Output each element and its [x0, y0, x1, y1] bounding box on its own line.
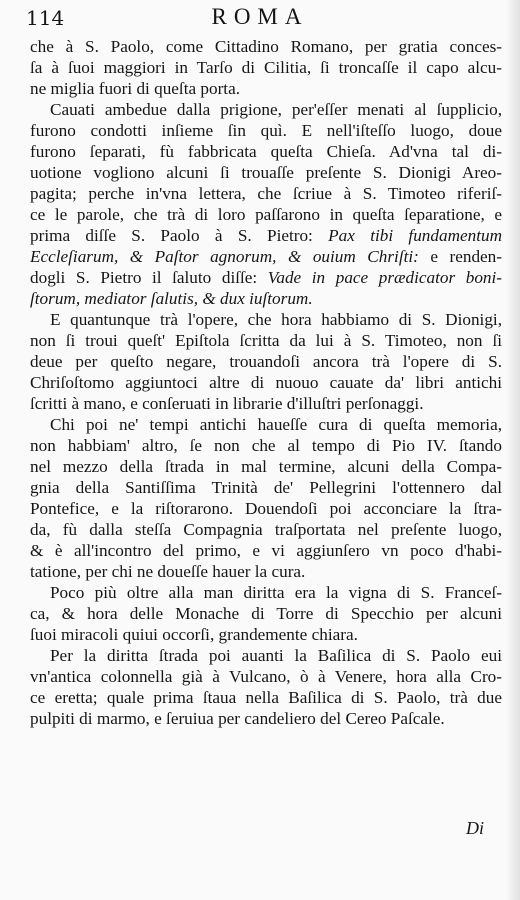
paragraph-start-line: Chi poi ne' tempi antichi haueſſe cura di queſta memoria,	[50, 415, 502, 434]
text-line: ce eretta; quale prima ſtaua nella Baſilica di S. Paolo, trà due	[30, 688, 502, 707]
text-segment: prima diſſe S. Paolo à S. Pietro:	[30, 226, 313, 245]
text-line: furono condotti inſieme ſin quì. E nell'iſteſſo luogo, doue	[30, 121, 502, 140]
text-line: pagita; perche in'vna lettera, che ſcriue à S. Timoteo riferiſ-	[30, 184, 502, 203]
text-line: gnia della Santiſſima Trinità de' Pellegrini l'ottennero dal	[30, 478, 502, 497]
text-line	[30, 225, 502, 246]
text-line	[30, 246, 502, 267]
latin-quotation: ſtorum, mediator ſalutis, & dux iuſtorum.	[30, 289, 313, 308]
text-line: tatione, per chi ne doueſſe hauer la cura.	[30, 562, 306, 581]
text-line	[30, 288, 502, 309]
text-line: ſuoi miracoli quiui occorſi, grandemente chiara.	[30, 625, 358, 644]
text-line: deue per queſto negare, trouandoſi ancora trà l'opere di S.	[30, 352, 502, 371]
page-header	[0, 0, 520, 36]
latin-quotation: Pax tibi fundamentum	[328, 226, 502, 245]
text-line: ſa à ſuoi maggiori in Tarſo di Cilitia, ſi troncaſſe il capo alcu-	[30, 58, 502, 77]
paragraph-start-line: Per la diritta ſtrada poi auanti la Baſilica di S. Paolo eui	[50, 646, 502, 665]
body-text	[30, 36, 502, 729]
text-line: Chriſoſtomo aggiuntoci altre di nuouo cauate da' libri antichi	[30, 373, 502, 392]
text-line: da, fù dalla steſſa Compagnia traſportata nel preſente luogo,	[30, 520, 502, 539]
paragraph-start-line: Poco più oltre alla man diritta era la vigna di S. Franceſ-	[50, 583, 502, 602]
text-line	[30, 267, 502, 288]
page-number: 114	[26, 6, 65, 30]
paragraph-start-line: Cauati ambedue dalla prigione, per'eſſer menati al ſupplicio,	[50, 100, 502, 119]
text-line: non ſi troui queſt' Epiſtola ſcritta da lui à S. Timoteo, non ſi	[30, 331, 502, 350]
text-line: vn'antica colonnella già à Vulcano, ò à Venere, hora alla Cro-	[30, 667, 502, 686]
spine-shadow	[506, 0, 520, 900]
text-line: Pontefice, e la riſtorarono. Douendoſi poi acconciare la ſtra-	[30, 499, 502, 518]
text-line: ce le parole, che trà di loro paſſarono in queſta ſeparatione, e	[30, 205, 502, 224]
text-segment: e renden-	[430, 247, 502, 266]
paragraph-start-line: E quantunque trà l'opere, che hora habbiamo di S. Dionigi,	[50, 310, 502, 329]
latin-quotation: Vade in pace prædicator boni-	[267, 268, 502, 287]
text-line: ca, & hora delle Monache di Torre di Specchio per alcuni	[30, 604, 502, 623]
running-title: ROMA	[211, 4, 309, 29]
text-line: & è all'incontro del primo, e vi aggiunſero vn poco d'habi-	[30, 541, 502, 560]
text-line: ne miglia fuori di queſta porta.	[30, 79, 241, 98]
catchword: Di	[466, 818, 484, 838]
text-line: che à S. Paolo, come Cittadino Romano, per gratia conces-	[30, 37, 502, 56]
text-line: uotione vogliono alcuni ſi trouaſſe preſente S. Dionigi Areo-	[30, 163, 502, 182]
latin-quotation: Eccleſiarum, & Paſtor agnorum, & ouium Chriſti:	[30, 247, 419, 266]
text-line: pulpiti di marmo, e ſeruiua per candeliero del Cereo Paſcale.	[30, 709, 445, 728]
text-line: nel mezzo della ſtrada in mal termine, alcuni della Compa-	[30, 457, 502, 476]
text-line: furono ſeparati, fù fabbricata queſta Chieſa. Ad'vna tal di-	[30, 142, 502, 161]
text-line: non habbiam' altro, ſe non che al tempo di Pio IV. ſtando	[30, 436, 502, 455]
text-segment: dogli S. Pietro il ſaluto diſſe:	[30, 268, 258, 287]
text-line: ſcritti à mano, e conſeruati in librarie d'illuſtri perſonaggi.	[30, 394, 424, 413]
